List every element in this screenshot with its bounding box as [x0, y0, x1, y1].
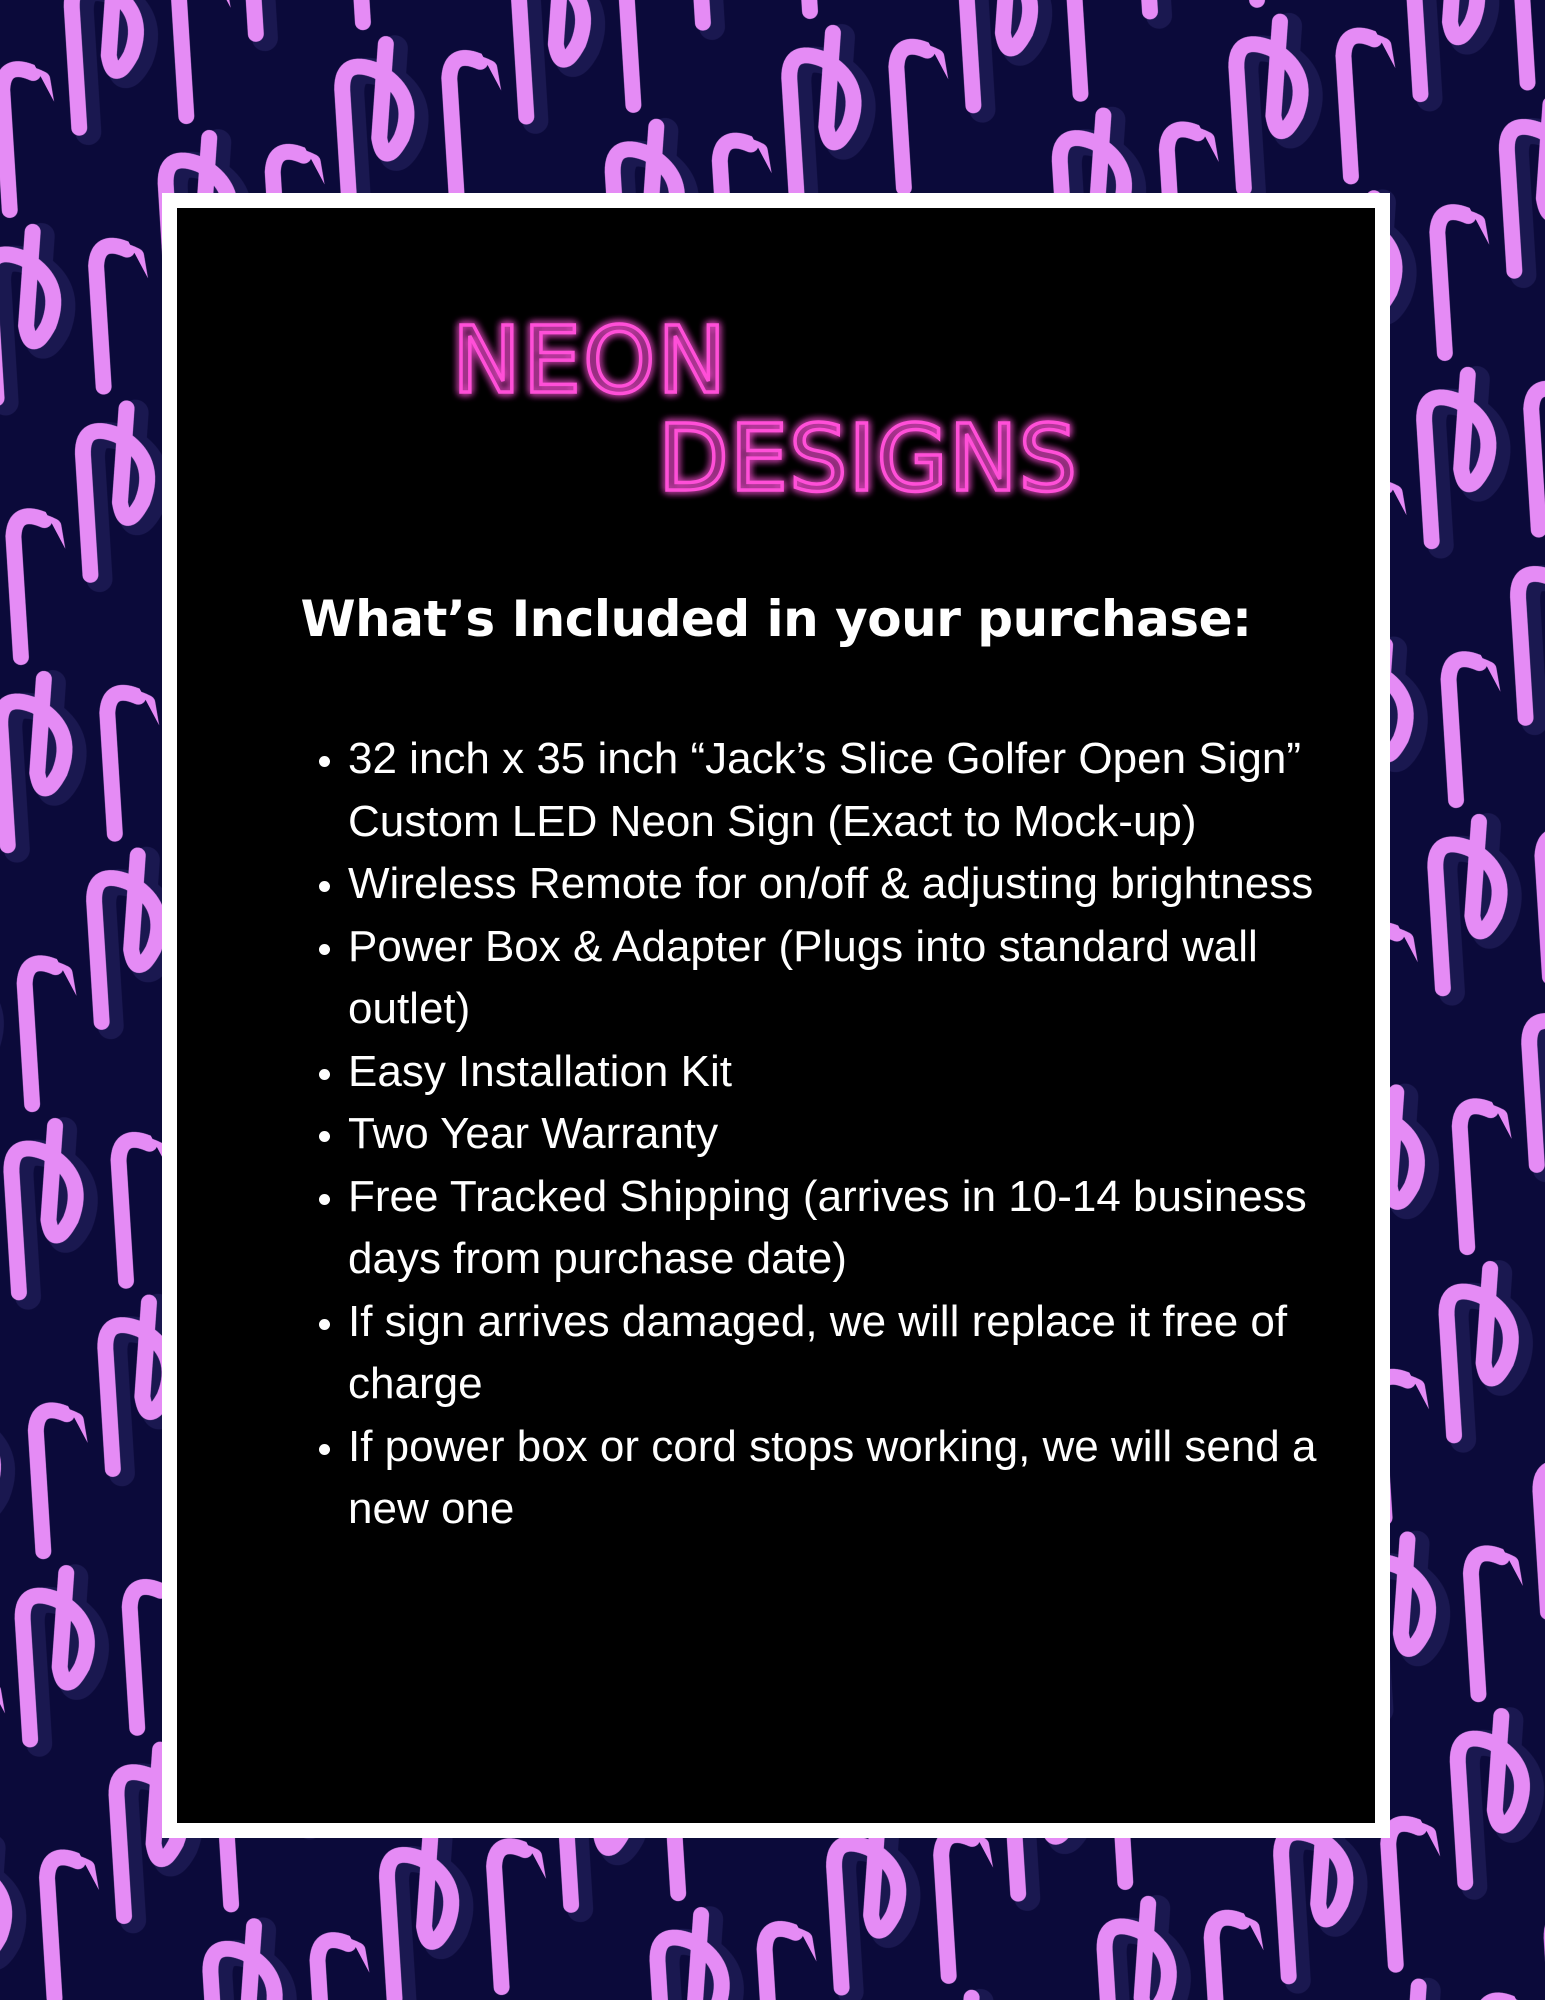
included-items-list — [290, 728, 1348, 1541]
list-item: • If power box or cord stops working, we will send a new one — [348, 1416, 1348, 1541]
list-item: • If sign arrives damaged, we will replace it free of charge — [348, 1291, 1348, 1416]
list-item: • Easy Installation Kit — [348, 1041, 1348, 1104]
list-item: • Wireless Remote for on/off & adjusting brightness — [348, 853, 1348, 916]
logo-word-designs: DESIGNS — [658, 405, 1079, 512]
neon-designs-logo — [440, 300, 1080, 520]
included-heading: What’s Included in your purchase: — [300, 590, 1252, 648]
list-item: • Two Year Warranty — [348, 1103, 1348, 1166]
list-item: • Free Tracked Shipping (arrives in 10-14 business days from purchase date) — [348, 1166, 1348, 1291]
list-item: • 32 inch x 35 inch “Jack’s Slice Golfer Open Sign” Custom LED Neon Sign (Exact to Mock-up) — [348, 728, 1348, 853]
logo-word-neon: NEON — [452, 307, 729, 414]
list-item: • Power Box & Adapter (Plugs into standard wall outlet) — [348, 916, 1348, 1041]
